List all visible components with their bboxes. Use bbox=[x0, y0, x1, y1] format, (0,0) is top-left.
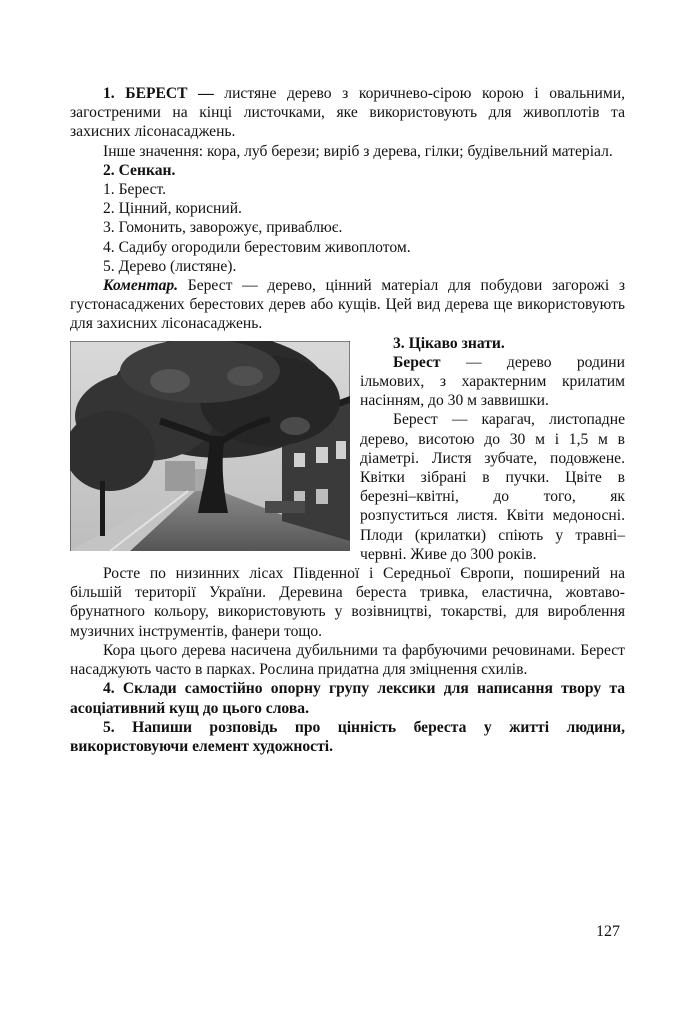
photo-and-facts bbox=[70, 334, 625, 564]
sencan-list bbox=[70, 180, 625, 276]
page-content bbox=[70, 84, 625, 756]
street-tree-image bbox=[70, 341, 350, 551]
comment-text: Берест — дерево, цінний матеріал для побудови загорожі з густонасаджених берестових дерев або кущів. Цей вид дерева ще використовують для захисних лісонасаджень. bbox=[70, 277, 625, 333]
page-number: 127 bbox=[596, 923, 620, 940]
section1-paragraph bbox=[70, 84, 625, 142]
sencan-line-1: 1. Берест. bbox=[103, 181, 167, 199]
facts-paragraph-4: Кора цього дерева насичена дубильними та фарбуючими речовинами. Берест насаджують часто в парках. Рослина придатна для зміцнення схилів. bbox=[70, 641, 625, 679]
sencan-line-5: 5. Дерево (листяне). bbox=[103, 257, 237, 275]
sencan-line-2: 2. Цінний, корисний. bbox=[103, 200, 242, 218]
section1-heading: 1. БЕРЕСТ — bbox=[103, 85, 214, 102]
section3-title: 3. Цікаво знати. bbox=[393, 334, 505, 352]
facts-paragraph-3: Росте по низинних лісах Південної і Середньої Європи, поширений на більшій території України. Деревина береста тривка, еластична, жовтаво-брунатного кольору, використовують у возівництві, токарстві, для вироблення музичних інструментів, фанери тощо. bbox=[70, 565, 625, 640]
task-5: 5. Напиши розповідь про цінність береста у житті людини, використовуючи елемент художності. bbox=[70, 718, 625, 755]
section2-title: 2. Сенкан. bbox=[103, 161, 176, 179]
facts-p1-rest: — дерево родини ільмових, з характерним крилатим насінням, до 30 м заввишки. bbox=[360, 353, 625, 410]
facts-term: Берест bbox=[393, 353, 441, 371]
elm-tree-photo bbox=[70, 341, 350, 551]
comment-label: Коментар. bbox=[103, 277, 179, 295]
other-meaning-paragraph: Інше значення: кора, луб берези; виріб з дерева, гілки; будівельний матеріал. bbox=[103, 142, 613, 160]
sencan-line-3: 3. Гомонить, заворожує, приваблює. bbox=[103, 219, 343, 237]
task-4: 4. Склади самостійно опорну групу лексики для написання твору та асоціативний кущ до цього слова. bbox=[70, 680, 625, 717]
sencan-line-4: 4. Садибу огородили берестовим живоплотом. bbox=[103, 238, 411, 256]
comment-paragraph bbox=[70, 276, 625, 334]
facts-paragraph-2: Берест — карагач, листопадне дерево, висотою до 30 м і 1,5 м в діаметрі. Листя зубчате, подовжене. Квітки зібрані в пучки. Цвіте в березні–квітні, до того, як розпуститься листя. Квіти медоносні. Плоди (крилатки) спіють у травні–червні. Живе до 300 років. bbox=[360, 411, 625, 563]
section1-definition: листяне дерево з коричнево-сірою корою і овальними, загостреними на кінці листочками, яке використовують для живоплотів та захисних лісонасаджень. bbox=[70, 85, 625, 141]
